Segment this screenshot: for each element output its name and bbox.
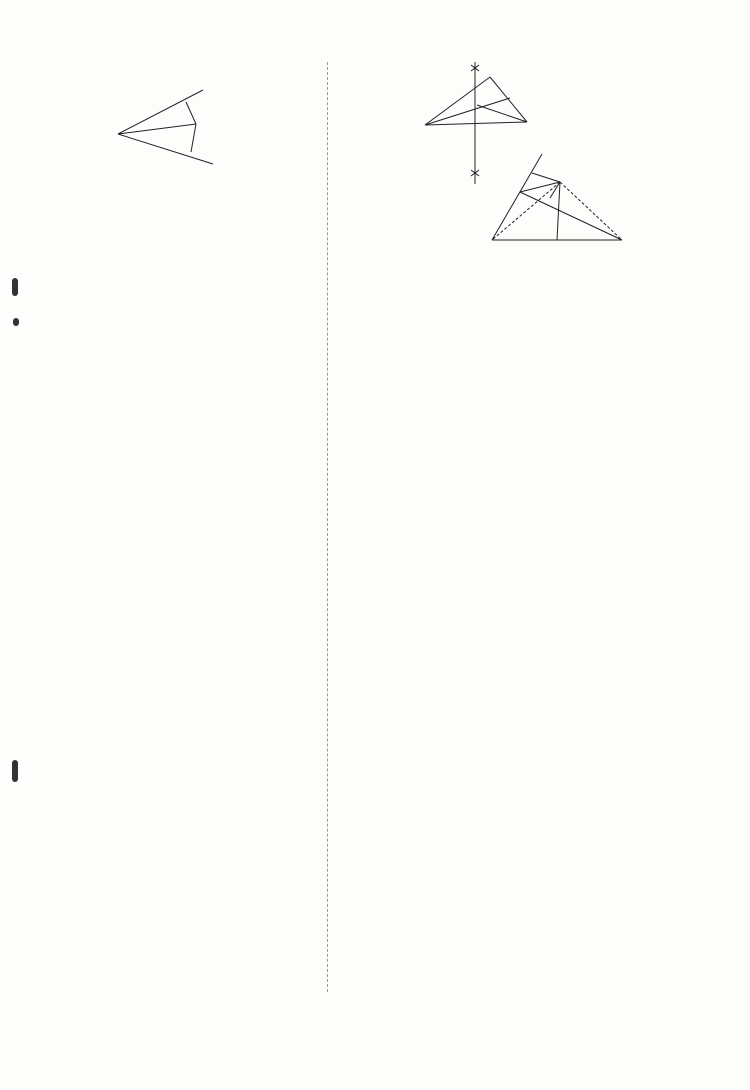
- binding-mark: [13, 318, 19, 326]
- figure-20-diagram: [18, 66, 318, 166]
- figure-23-diagram: [482, 152, 632, 252]
- column-divider: [327, 62, 328, 992]
- figure-20: [18, 66, 318, 166]
- binding-mark: [12, 278, 18, 296]
- watermark: [572, 1008, 742, 1086]
- binding-mark: [12, 760, 18, 782]
- figure-23: [482, 152, 632, 255]
- left-column: [18, 60, 318, 170]
- right-column: [342, 60, 732, 196]
